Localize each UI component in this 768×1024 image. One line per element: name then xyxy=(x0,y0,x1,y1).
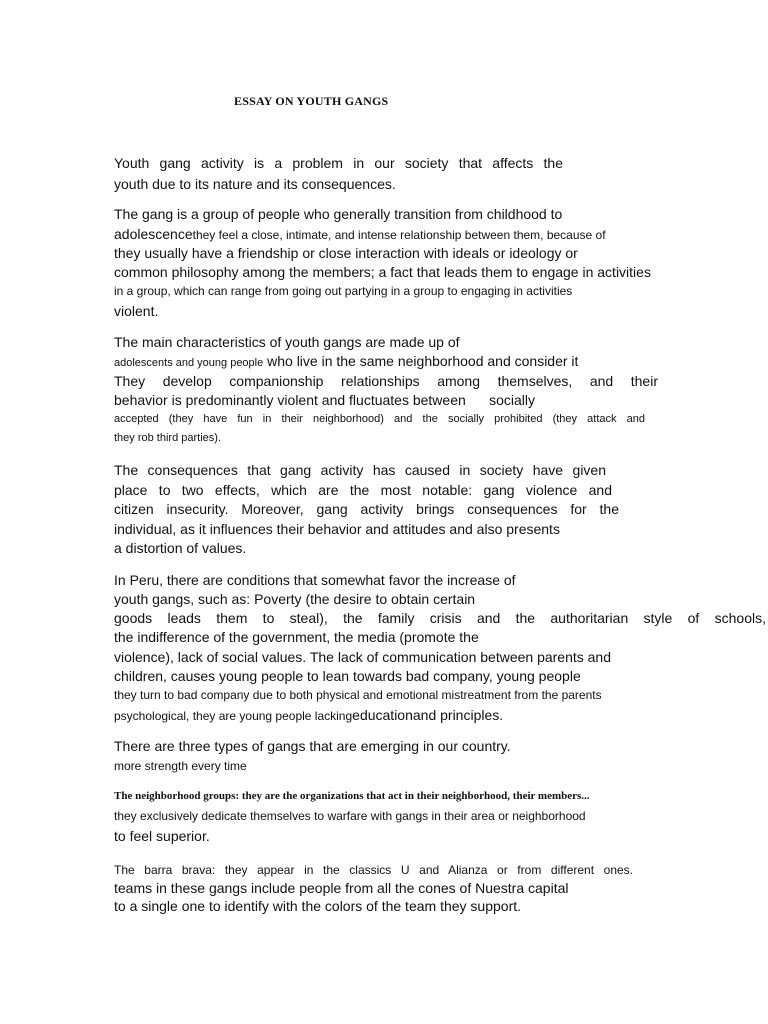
paragraph-5-line-2: youth gangs, such as: Poverty (the desire to obtain certain xyxy=(114,591,476,607)
paragraph-2-line-2 xyxy=(114,225,606,245)
paragraph-7-line-2: they exclusively dedicate themselves to warfare with gangs in their area or neighborhood xyxy=(114,809,586,823)
paragraph-2-line-3: they usually have a friendship or close interaction with ideals or ideology or xyxy=(114,245,578,261)
paragraph-3-line-4: behavior is predominantly violent and fluctuates between socially xyxy=(114,392,536,408)
paragraph-5-line-1: In Peru, there are conditions that somewhat favor the increase of xyxy=(114,572,516,588)
paragraph-8-line-2: teams in these gangs include people from all the cones of Nuestra capital xyxy=(114,880,569,896)
paragraph-6-line-1: There are three types of gangs that are emerging in our country. xyxy=(114,738,511,754)
paragraph-8-line-1: The barra brava: they appear in the classics U and Alianza or from different ones. xyxy=(114,863,633,877)
paragraph-5-line-7: they turn to bad company due to both physical and emotional mistreatment from the parents xyxy=(114,688,602,702)
paragraph-1-line-2: youth due to its nature and its consequences. xyxy=(114,176,396,192)
paragraph-6-line-2: more strength every time xyxy=(114,759,247,773)
paragraph-3-line-1: The main characteristics of youth gangs are made up of xyxy=(114,334,460,350)
paragraph-5-line-5: violence), lack of social values. The lack of communication between parents and xyxy=(114,649,612,665)
paragraph-4-line-4: individual, as it influences their behavior and attitudes and also presents xyxy=(114,521,560,537)
paragraph-4-line-2: place to two effects, which are the most notable: gang violence and xyxy=(114,482,612,498)
paragraph-7-line-3: to feel superior. xyxy=(114,828,210,844)
paragraph-2-line-6: violent. xyxy=(114,303,159,319)
paragraph-5-line-8-end: and principles. xyxy=(412,707,504,723)
paragraph-5-line-8-start: psychological, they are young people lacking xyxy=(114,709,353,723)
paragraph-7-line-1: The neighborhood groups: they are the organizations that act in their neighborhood, their members... xyxy=(114,790,590,802)
paragraph-5-line-8-mid: education xyxy=(352,707,413,723)
paragraph-2-line-1: The gang is a group of people who generally transition from childhood to xyxy=(114,206,563,222)
paragraph-3-line-2-end: who live in the same neighborhood and consider it xyxy=(263,353,579,369)
paragraph-2-line-4: common philosophy among the members; a fact that leads them to engage in activities xyxy=(114,264,651,280)
paragraph-5-line-8 xyxy=(114,706,503,726)
paragraph-3-line-2 xyxy=(114,352,578,373)
document-title: ESSAY ON YOUTH GANGS xyxy=(234,94,389,108)
paragraph-5-line-6: children, causes young people to lean towards bad company, young people xyxy=(114,668,581,684)
paragraph-4-line-5: a distortion of values. xyxy=(114,540,247,556)
paragraph-3-line-6: they rob third parties). xyxy=(114,432,221,444)
paragraph-4-line-3: citizen insecurity. Moreover, gang activity brings consequences for the xyxy=(114,501,619,517)
paragraph-3-line-3: They develop companionship relationships among themselves, and their xyxy=(114,373,658,389)
paragraph-2-line-5: in a group, which can range from going out partying in a group to engaging in activities xyxy=(114,284,573,298)
paragraph-4-line-1: The consequences that gang activity has caused in society have given xyxy=(114,462,606,478)
paragraph-1-line-1: Youth gang activity is a problem in our society that affects the xyxy=(114,155,563,171)
paragraph-5-line-4: the indifference of the government, the media (promote the xyxy=(114,629,479,645)
paragraph-5-line-3: goods leads them to steal), the family crisis and the authoritarian style of schools, xyxy=(114,610,766,626)
paragraph-3-line-2-start: adolescents and young people xyxy=(114,357,264,369)
paragraph-2-line-2-end: they feel a close, intimate, and intense relationship between them, because of xyxy=(192,228,606,242)
paragraph-3-line-5: accepted (they have fun in their neighborhood) and the socially prohibited (they attack and xyxy=(114,413,645,425)
paragraph-8-line-3: to a single one to identify with the colors of the team they support. xyxy=(114,898,522,914)
paragraph-2-line-2-start: adolescence xyxy=(114,226,193,242)
